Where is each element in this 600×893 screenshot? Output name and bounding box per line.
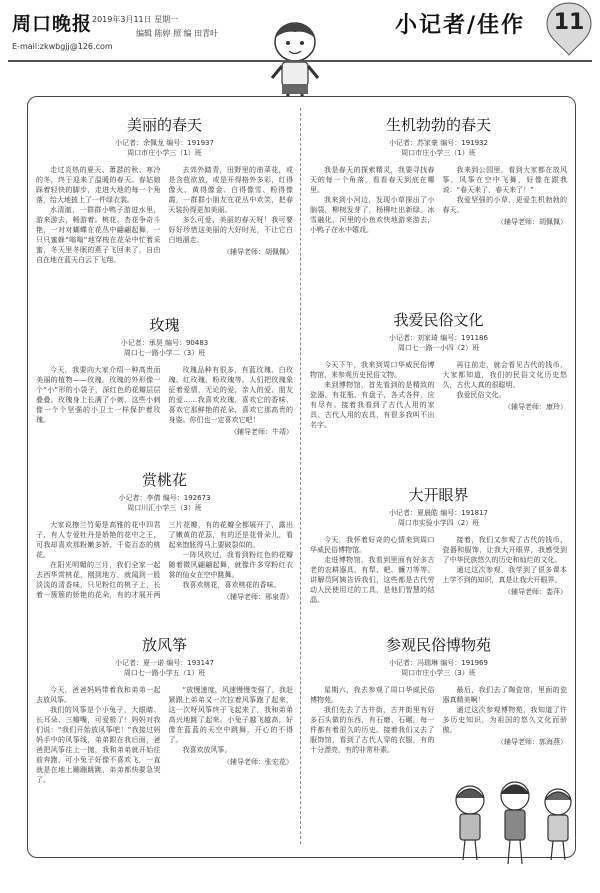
article-school: 周口市庄小学三（3）班 xyxy=(401,669,476,677)
paragraph: 我来到公园里，看到大家都在放风筝，风筝在空中飞舞，好像在跟我说：“春天来了，春天来了！” xyxy=(442,166,567,194)
paragraph: 今天下午，我来到周口华威民俗博物馆，来参观历史民俗文物。 xyxy=(310,361,435,379)
article-vibrant-spring xyxy=(310,108,567,298)
article-title: 我爱民俗文化 xyxy=(393,311,484,329)
page-number: 11 xyxy=(553,10,585,35)
article-byline: 小记者：承昊 编号：90483 xyxy=(120,339,209,347)
article-school: 周口七一路小学二（3）班 xyxy=(123,349,206,357)
article-byline: 小记者：李倩 编号：192673 xyxy=(118,494,211,502)
article-body xyxy=(36,685,293,785)
editor-credits: 编辑 陈婷 照 编 田青叶 xyxy=(136,29,219,38)
page-number-badge xyxy=(546,2,592,56)
article-byline: 小记者：夏一诺 编号：193147 xyxy=(115,659,214,667)
article-peach-blossoms xyxy=(36,463,293,628)
paragraph: 来到博物馆，首先看到的是精致的瓷器，有花瓶、有盘子，各式各样，应有尽有。接着我看到了古代人用的家具、古代人用的农具，有很多我叫不出名字。 xyxy=(310,381,435,429)
article-school: 周口市庄小学三（1）班 xyxy=(127,149,202,157)
paragraph: 我们的风筝是个小兔子，大眼睛、长耳朵、三瓣嘴，可爱极了！妈妈对我们说：“我们开始放风筝吧！”我接过妈妈手中的风筝线，弟弟跟在我后面，爸爸把风筝往上一抛，我和弟弟就开始往前奔跑，可小兔子好像不喜欢飞，一直就是在地上蹦蹦跳跳，弟弟都快要急哭了。 xyxy=(36,706,161,784)
paragraph: 我们先去了古井街，古井街里有好多石头做的东西，有石磨、石碾，每一件都有着很久的历史。接着我们又去了服饰馆，看到了古代人穿的衣服，有的十分漂亮，有的非常朴素。 xyxy=(310,706,435,754)
article-title: 玫瑰 xyxy=(149,316,180,334)
article-body xyxy=(36,365,293,437)
article-title: 大开眼界 xyxy=(408,486,469,504)
article-folk-culture xyxy=(310,303,567,478)
article-school: 周口市实验小学四（2）班 xyxy=(397,519,480,527)
article-byline: 小记者：冯瑞琳 编号：191969 xyxy=(389,659,488,667)
article-title: 赏桃花 xyxy=(141,471,187,489)
paragraph: 玫瑰品种有很多，有蓝玫瑰、白玫瑰、红玫瑰、粉玫瑰等。人们把玫瑰象征着爱情，无论的爱，亲人的爱、朋友的爱……我喜欢玫瑰，喜欢它的香味，喜欢它那鲜艳的花朵，喜欢它那高贵的身姿。你们也一定喜欢它吧！ xyxy=(168,366,293,424)
teacher-credit: （辅导老师：胡佩佩） xyxy=(223,248,293,256)
paragraph: 我喜欢桃花，喜欢桃花的香味。 xyxy=(182,581,281,589)
teacher-credit: （辅导老师：邢泉青） xyxy=(223,593,293,601)
paragraph: 我是春天的探索精灵，我要寻找春天的每一个角落，看看春天到底在哪里。 xyxy=(310,166,435,194)
paragraph: 今天，我怀着好奇的心情来到周口华威民俗博物馆。 xyxy=(310,536,435,554)
paragraph: 今天，爸爸妈妈带着我和弟弟一起去放风筝。 xyxy=(36,686,161,704)
paragraph: 今天，我要向大家介绍一种高贵而美丽的植物——玫瑰。玫瑰的外形像一个“小”形的小袋子，深红色的花瓣层层叠叠。玫瑰身上长满了小刺，这些小刺像一个个坚强的小卫士一样保护着玫瑰。 xyxy=(36,366,161,424)
article-body xyxy=(310,165,567,235)
article-byline: 小记者：刘家琦 编号：191186 xyxy=(389,334,488,342)
article-school: 周口七一路小学五（1）班 xyxy=(123,669,206,677)
page-header xyxy=(0,0,600,85)
article-byline: 小记者：夏晨皓 编号：191817 xyxy=(389,509,488,517)
issue-date: 2019年3月11日 星期一 xyxy=(92,15,179,24)
paragraph: 走进博物馆，我看到里面有好多古老的农耕器具，有犁、耙、镰刀等等。讲解员阿姨告诉我们，这些都是古代劳动人民使用过的工具，是他们智慧的结晶。 xyxy=(310,556,435,604)
paragraph: 我喜欢放风筝。 xyxy=(182,746,232,754)
teacher-credit: （辅导老师：郭海燕） xyxy=(497,738,567,746)
paragraph: 水清澈，一群群小鸭子游进水里，游来游去，畅游着。桃花、杏花争奇斗艳，一对对蝴蝶在花丛中翩翩起舞，一只只蜜蜂“嗡嗡”地穿梭在花朵中忙着采蜜，冬天里冬眠的燕子飞回来了，自由自在地在蓝天白云下飞翔。 xyxy=(36,206,161,264)
paragraph: 星期六，我去参观了周口华威民俗博物苑。 xyxy=(310,686,435,704)
article-body xyxy=(36,520,293,602)
paragraph: 通过这次参观，我学到了很多课本上学不到的知识，真是让我大开眼界。 xyxy=(442,566,567,584)
article-byline: 小记者：余佩龙 编号：191937 xyxy=(115,139,214,147)
article-title: 美丽的春天 xyxy=(126,116,202,134)
teacher-credit: （辅导老师：胡佩佩） xyxy=(497,218,567,226)
paragraph: 我爱坚强的小草，更爱生机勃勃的春天。 xyxy=(442,196,567,214)
teacher-credit: （辅导老师：康玲） xyxy=(504,403,567,411)
contact-email: E-mail:zkwbgjj@126.com xyxy=(12,42,113,51)
article-eye-opening xyxy=(310,478,567,638)
teacher-credit: （辅导老师：张宏花） xyxy=(223,758,293,766)
paragraph: 在阳光明媚的三月，我们全家一起去西华赏桃花，刚到地方，就闻到一股淡淡的清香味，只见粉红的桃子上，长着一簇簇的娇艳的花朵，有的才展开两三片花瓣，有的花瓣全都展开了，露出了嫩黄的花蕊，有的还是花骨朵儿，看起来饱胀得马上要破裂似的。 xyxy=(36,521,293,599)
paragraph: 大家说擦兰竹菊是高雅的花中四君子，有人专爱牡丹是娇艳的花中之王，可我却喜欢那粉嫩多娇、千姿百态的桃花。 xyxy=(36,521,161,559)
article-byline: 小记者：苏家豪 编号：191932 xyxy=(389,139,488,147)
paragraph: 多么可爱、美丽的春天呀！我可要好好珍惜这美丽的大好时光，不让它白白地溜走。 xyxy=(168,216,293,244)
paragraph: 接着，我们又参观了古代的钱币、瓷器和服饰，让我大开眼界，我感受到了中华民族悠久的历史和灿烂的文化。 xyxy=(442,536,567,564)
article-spring xyxy=(36,108,293,298)
article-body xyxy=(310,360,567,430)
article-school: 周口七一路一小四（2）班 xyxy=(397,344,480,352)
article-body xyxy=(310,535,567,605)
header-divider xyxy=(8,60,592,62)
article-title: 生机勃勃的春天 xyxy=(385,116,491,134)
article-title: 参观民俗博物苑 xyxy=(385,636,491,654)
article-kite xyxy=(36,628,293,863)
paragraph: 我来到小河边，发现小草探出了小脑袋，柳树发芽了，杨柳吐出新绿。冰雪融化，河里的小鱼欢快地游来游去，小鸭子在水中嬉戏。 xyxy=(310,196,435,234)
paragraph: “放慢速度，风速慢慢变强了，我赶紧跟上弟弟又一次拉着风筝跑了起来，这一次呀风筝终于飞起来了，我和弟弟高兴地跳了起来。小兔子越飞越高，好像在蓝蓝的天空中跳舞，开心的不得了。 xyxy=(168,686,293,744)
masthead-logo: 周口晚报 xyxy=(12,13,93,35)
article-title: 放风筝 xyxy=(141,636,187,654)
article-school: 周口市庄小学三（1）班 xyxy=(401,149,476,157)
article-body xyxy=(36,165,293,265)
teacher-credit: （辅导老师：牛靖） xyxy=(230,428,293,436)
article-body xyxy=(310,685,567,755)
kids-illustration-icon xyxy=(440,760,590,885)
column-divider xyxy=(300,108,301,844)
paragraph: 再往前走，就会看见古代的钱币，大家都知道，我们的民俗文化历史悠久，古代人真的很聪明。 xyxy=(442,361,567,389)
teacher-credit: （辅导老师：娄萍） xyxy=(504,588,567,596)
section-title: 小记者/佳作 xyxy=(395,12,526,38)
paragraph: 走过炎热的夏天、萧瑟的秋、寒冷的冬，终于迎来了温暖的春天。春姑娘踩着轻快的脚步，走进大地的每一个角落，给大地披上了一件绿衣裳。 xyxy=(36,166,161,204)
paragraph: 我爱民俗文化。 xyxy=(456,391,506,399)
paragraph: 通过这次参观博物苑，我知道了许多历史知识，为祖国的悠久文化而骄傲。 xyxy=(442,706,567,734)
article-school: 周口川汇小学三（3）班 xyxy=(127,504,202,512)
paragraph: 一阵风吹过，我看到粉红色的花瓣随着微风翩翩起舞，就像许多穿粉红衣裳的仙女在空中跳舞。 xyxy=(168,551,293,579)
paragraph: 最后，我们去了陶瓷馆，里面的瓷器真精美啊！ xyxy=(442,686,567,704)
paragraph: 去郊外踏青，田野里的油菜花，或是含苞欲放，或是开得格外多彩，红得像火、黄得像金、白得像雪、粉得像霞，一群群小朋友在花丛中欢笑，把春天装扮得更加美丽。 xyxy=(168,166,293,214)
